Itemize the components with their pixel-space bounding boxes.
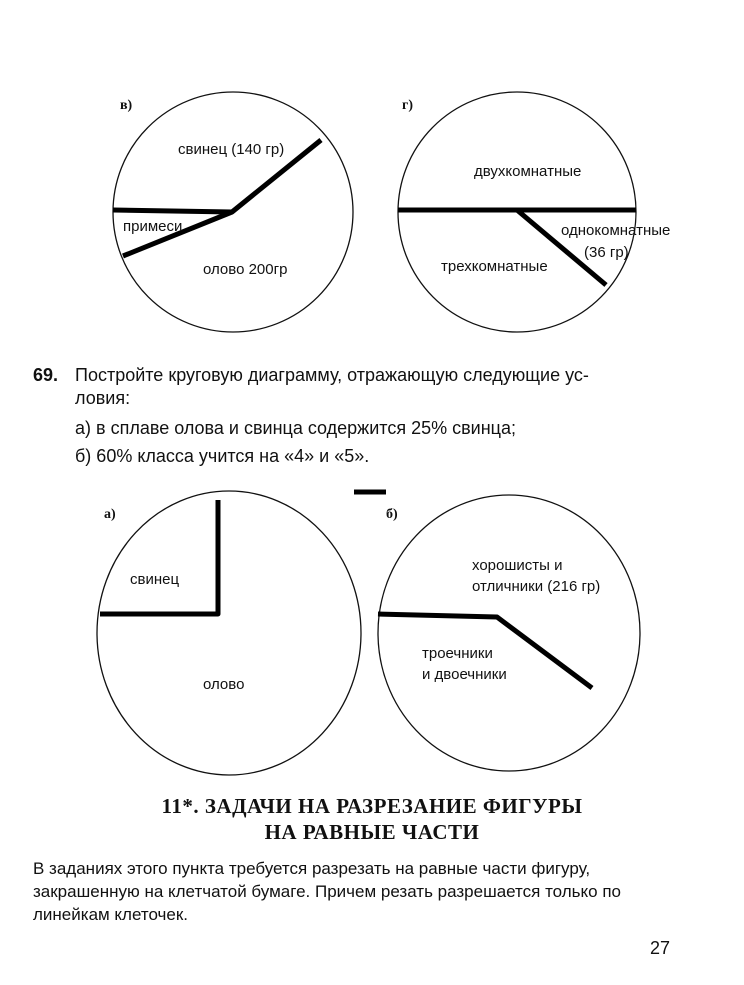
task-item-b: б) 60% класса учится на «4» и «5».	[75, 446, 370, 466]
slice-label: олово	[203, 676, 245, 693]
section-title: 11*. ЗАДАЧИ НА РАЗРЕЗАНИЕ ФИГУРЫ	[161, 794, 583, 818]
pie-a-circle	[97, 491, 361, 775]
task-item-a: а) в сплаве олова и свинца содержится 25% свинца;	[75, 418, 516, 438]
slice-label: однокомнатные	[561, 222, 671, 239]
slice-label: хорошисты и	[472, 557, 563, 574]
diagram-letter-v: в)	[120, 98, 133, 113]
diagram-letter-a: а)	[104, 507, 116, 522]
slice-label: трехкомнатные	[441, 258, 548, 275]
task-number: 69.	[33, 365, 59, 385]
slice-label: свинец (140 гр)	[178, 141, 285, 158]
pie-b-circle	[378, 495, 640, 771]
slice-label: двухкомнатные	[474, 163, 582, 180]
section-paragraph: В заданиях этого пункта требуется разрезать на равные части фигуру, закрашенную на клетчатой бумаге. Причем резать разрешается только по линейкам клеточек.	[33, 859, 621, 924]
slice-label: примеси	[123, 218, 183, 235]
slice-label: олово 200гр	[203, 261, 288, 278]
section-title: НА РАВНЫЕ ЧАСТИ	[264, 820, 480, 844]
slice-label: и двоечники	[422, 666, 507, 683]
slice-label: (36 гр)	[584, 244, 629, 261]
diagram-letter-b: б)	[386, 507, 398, 522]
page-number: 27	[650, 938, 671, 958]
diagram-letter-g: г)	[402, 98, 414, 113]
slice-label: троечники	[422, 645, 493, 662]
slice-label: свинец	[130, 571, 180, 588]
task-text: Постройте круговую диаграмму, отражающую следующие ус-	[75, 365, 589, 385]
slice-label: отличники (216 гр)	[472, 578, 601, 595]
task-text: ловия:	[75, 388, 131, 408]
